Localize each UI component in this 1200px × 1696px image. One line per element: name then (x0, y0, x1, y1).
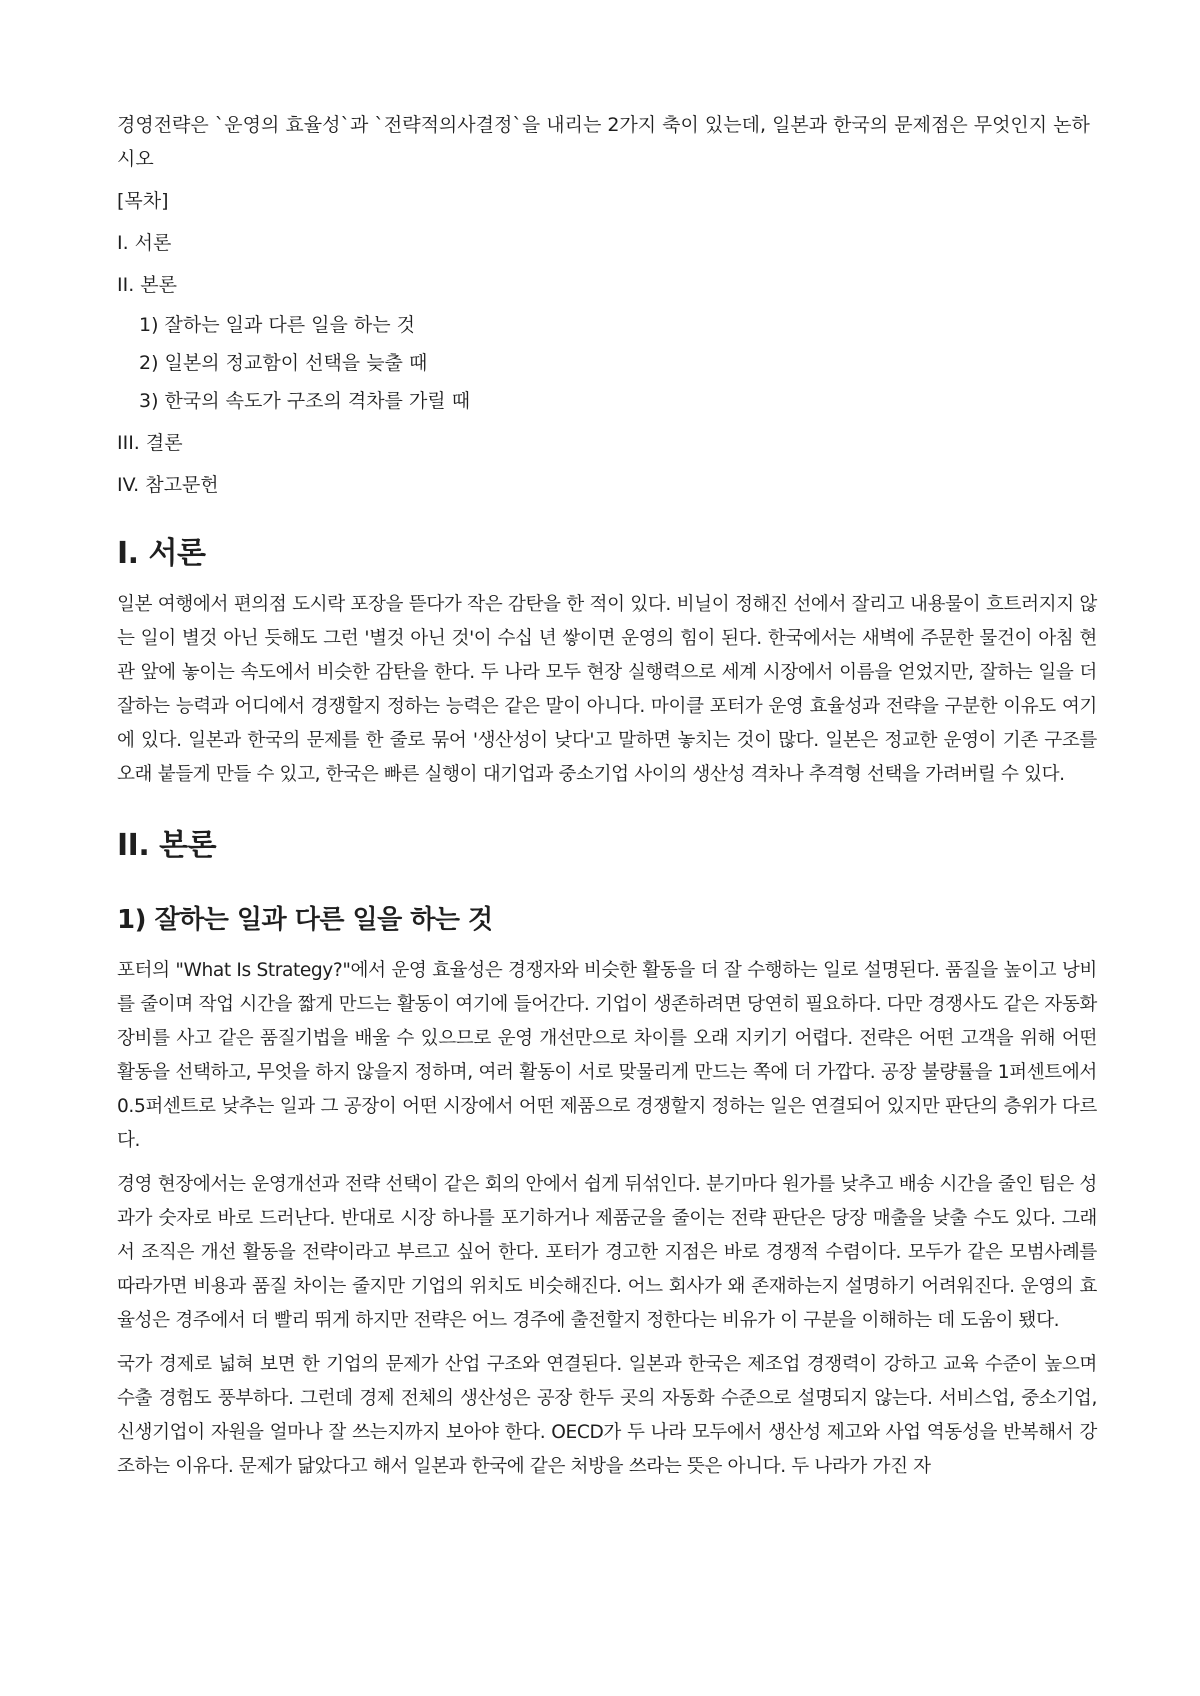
body-paragraph-2: 경영 현장에서는 운영개선과 전략 선택이 같은 회의 안에서 쉽게 뒤섞인다. 분기마다 원가를 낮추고 배송 시간을 줄인 팀은 성과가 숫자로 바로 드러난다. 반대로 시장 하나를 포기하거나 제품군을 줄이는 전략 판단은 당장 매출을 낮출 수도 있다. 그래서 조직은 개선 활동을 전략이라고 부르고 싶어 한다. 포터가 경고한 지점은 바로 경쟁적 수렴이다. 모두가 같은 모범사례를 따라가면 비용과 품질 차이는 줄지만 기업의 위치도 비슷해진다. 어느 회사가 왜 존재하는지 설명하기 어려워진다. 운영의 효율성은 경주에서 더 빨리 뛰게 하지만 전략은 어느 경주에 출전할지 정한다는 비유가 이 구분을 이해하는 데 도움이 됐다. (117, 1174, 1097, 1331)
body-paragraph-1: 포터의 "What Is Strategy?"에서 운영 효율성은 경쟁자와 비슷한 활동을 더 잘 수행하는 일로 설명된다. 품질을 높이고 낭비를 줄이며 작업 시간을 짧게 만드는 활동이 여기에 들어간다. 기업이 생존하려면 당연히 필요하다. 다만 경쟁사도 같은 자동화 장비를 사고 같은 품질기법을 배울 수 있으므로 운영 개선만으로 차이를 오래 지키기 어렵다. 전략은 어떤 고객을 위해 어떤 활동을 선택하고, 무엇을 하지 않을지 정하며, 여러 활동이 서로 맞물리게 만드는 쪽에 더 가깝다. 공장 불량률을 1퍼센트에서 0.5퍼센트로 낮추는 일과 그 공장이 어떤 시장에서 어떤 제품으로 경쟁할지 정하는 일은 연결되어 있지만 판단의 층위가 다르다. (117, 960, 1097, 1151)
essay-question: 경영전략은 `운영의 효율성`과 `전략적의사결정`을 내리는 2가지 축이 있는데, 일본과 한국의 문제점은 무엇인지 논하시오 (117, 114, 1090, 170)
section-heading-body: II. 본론 (117, 828, 217, 863)
toc-item-conclusion: III. 결론 (117, 432, 183, 454)
toc-subitem-3: 3) 한국의 속도가 구조의 격차를 가릴 때 (139, 390, 471, 412)
toc-item-intro: I. 서론 (117, 232, 172, 254)
toc-item-body: II. 본론 (117, 274, 177, 296)
toc-subitem-1: 1) 잘하는 일과 다른 일을 하는 것 (139, 314, 415, 336)
document-page (117, 108, 1097, 1494)
table-of-contents (117, 186, 1097, 500)
subsection-heading-1: 1) 잘하는 일과 다른 일을 하는 것 (117, 905, 493, 935)
section-heading-intro: I. 서론 (117, 536, 206, 571)
toc-item-references: IV. 참고문헌 (117, 474, 219, 496)
toc-subitem-2: 2) 일본의 정교함이 선택을 늦출 때 (139, 352, 428, 374)
body-paragraph-3: 국가 경제로 넓혀 보면 한 기업의 문제가 산업 구조와 연결된다. 일본과 한국은 제조업 경쟁력이 강하고 교육 수준이 높으며 수출 경험도 풍부하다. 그런데 경제 전체의 생산성은 공장 한두 곳의 자동화 수준으로 설명되지 않는다. 서비스업, 중소기업, 신생기업이 자원을 얼마나 잘 쓰는지까지 보아야 한다. OECD가 두 나라 모두에서 생산성 제고와 사업 역동성을 반복해서 강조하는 이유다. 문제가 닮았다고 해서 일본과 한국에 같은 처방을 쓰라는 뜻은 아니다. 두 나라가 가진 자 (117, 1354, 1097, 1477)
intro-paragraph: 일본 여행에서 편의점 도시락 포장을 뜯다가 작은 감탄을 한 적이 있다. 비닐이 정해진 선에서 잘리고 내용물이 흐트러지지 않는 일이 별것 아닌 듯해도 그런 '별것 아닌 것'이 수십 년 쌓이면 운영의 힘이 된다. 한국에서는 새벽에 주문한 물건이 아침 현관 앞에 놓이는 속도에서 비슷한 감탄을 한다. 두 나라 모두 현장 실행력으로 세계 시장에서 이름을 얻었지만, 잘하는 일을 더 잘하는 능력과 어디에서 경쟁할지 정하는 능력은 같은 말이 아니다. 마이클 포터가 운영 효율성과 전략을 구분한 이유도 여기에 있다. 일본과 한국의 문제를 한 줄로 묶어 '생산성이 낮다'고 말하면 놓치는 것이 많다. 일본은 정교한 운영이 기존 구조를 오래 붙들게 만들 수 있고, 한국은 빠른 실행이 대기업과 중소기업 사이의 생산성 격차나 추격형 선택을 가려버릴 수 있다. (117, 594, 1097, 785)
toc-title: [목차] (117, 190, 169, 212)
